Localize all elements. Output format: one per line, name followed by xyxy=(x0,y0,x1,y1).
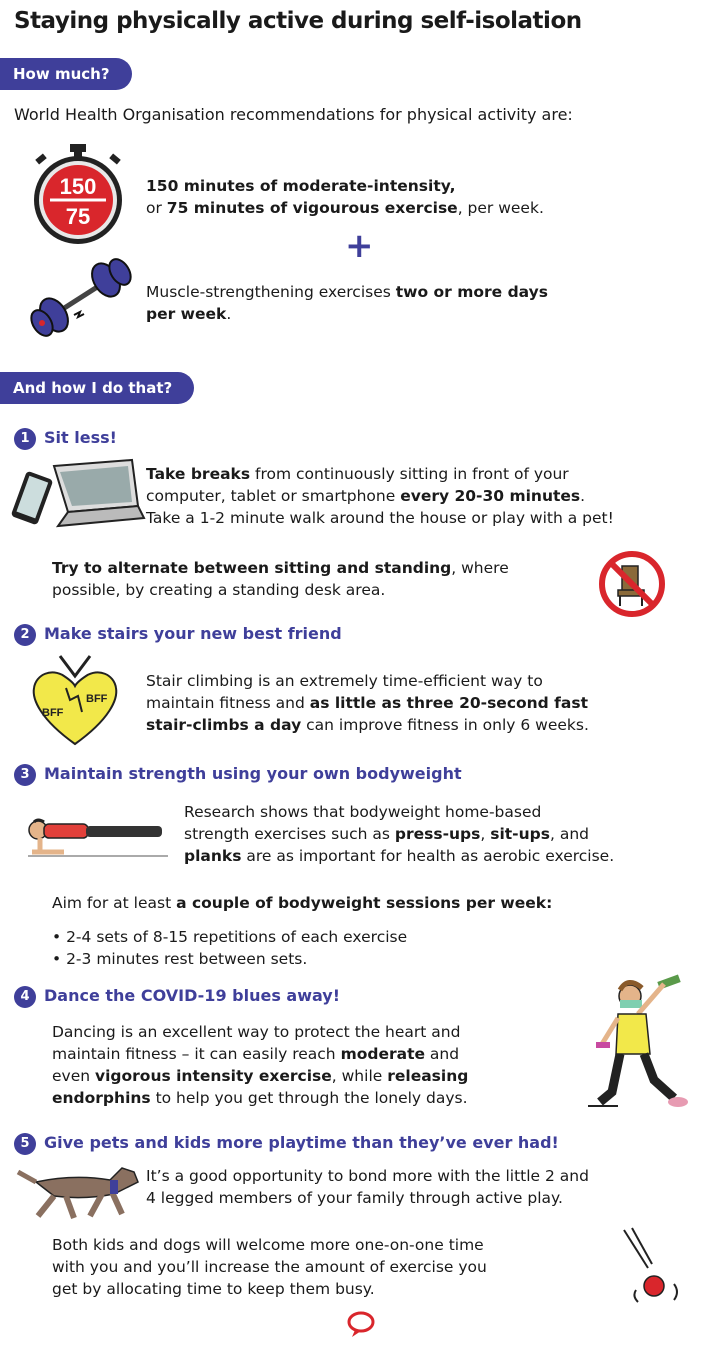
moderate-exercise-text: 150 minutes of moderate-intensity, or 75 minutes of vigourous exercise, per week. xyxy=(146,177,544,217)
section-3-sessions-text: Aim for at least a couple of bodyweight sessions per week: xyxy=(52,894,553,912)
bouncing-ball-icon xyxy=(618,1226,694,1308)
page-title: Staying physically active during self-isolation xyxy=(14,8,582,34)
section-1-title: 1 Sit less! xyxy=(14,428,117,450)
intro-text: World Health Organisation recommendations for physical activity are: xyxy=(14,105,573,124)
plus-sign: + xyxy=(345,226,374,266)
timer-top-value: 150 xyxy=(59,174,97,199)
section-5-bond-text: It’s a good opportunity to bond more with the little 2 and 4 legged members of your family through active play. xyxy=(146,1167,589,1207)
section-3-bullet-1: • 2-4 sets of 8-15 repetitions of each exercise xyxy=(52,928,408,946)
section-3-number: 3 xyxy=(14,764,36,786)
barbell-icon xyxy=(26,255,138,339)
section-4-title: 4 Dance the COVID-19 blues away! xyxy=(14,986,340,1008)
bff-text-left: BFF xyxy=(42,707,64,719)
section-5-number: 5 xyxy=(14,1133,36,1155)
section-2-number: 2 xyxy=(14,624,36,646)
speech-bubble-logo xyxy=(346,1310,376,1340)
running-dog-icon xyxy=(14,1160,142,1226)
section-1-number: 1 xyxy=(14,428,36,450)
section-3-research-text: Research shows that bodyweight home-based strength exercises such as press-ups, sit-ups, and planks are as important for health as aerobic exercise. xyxy=(184,803,615,865)
dancing-woman-icon xyxy=(588,968,698,1116)
bff-heart-pendant-icon xyxy=(30,654,120,748)
section-4-number: 4 xyxy=(14,986,36,1008)
stopwatch-icon xyxy=(28,142,128,246)
section-2-text: Stair climbing is an extremely time-efficient way to maintain fitness and as little as three 20-second fast stair-climbs a day can improve fitness in only 6 weeks. xyxy=(146,672,589,734)
section-5-title: 5 Give pets and kids more playtime than they’ve ever had! xyxy=(14,1133,559,1155)
section-1-standing-text: Try to alternate between sitting and standing, where possible, by creating a standing desk area. xyxy=(52,559,509,599)
section-1-breaks-text: Take breaks from continuously sitting in front of your computer, tablet or smartphone every 20-30 minutes. Take a 1-2 minute walk around the house or play with a pet! xyxy=(146,465,614,527)
section-4-text: Dancing is an excellent way to protect the heart and maintain fitness – it can easily reach moderate and even vigorous intensity exercise, while releasing endorphins to help you get through the lonely days. xyxy=(52,1023,469,1107)
section-5-kids-dogs-text: Both kids and dogs will welcome more one-on-one time with you and you’ll increase the amount of exercise you get by allocating time to keep them busy. xyxy=(52,1236,487,1298)
how-much-label: How much? xyxy=(0,58,132,90)
plank-person-icon xyxy=(20,808,170,862)
bff-text-right: BFF xyxy=(86,693,108,705)
how-to-label: And how I do that? xyxy=(0,372,194,404)
laptop-phone-icon xyxy=(14,458,144,530)
no-sitting-icon xyxy=(598,550,666,618)
timer-bottom-value: 75 xyxy=(65,204,91,229)
section-3-bullet-2: • 2-3 minutes rest between sets. xyxy=(52,950,308,968)
muscle-strength-text: Muscle-strengthening exercises two or more days per week. xyxy=(146,283,548,323)
section-3-title: 3 Maintain strength using your own bodyweight xyxy=(14,764,462,786)
section-2-title: 2 Make stairs your new best friend xyxy=(14,624,342,646)
